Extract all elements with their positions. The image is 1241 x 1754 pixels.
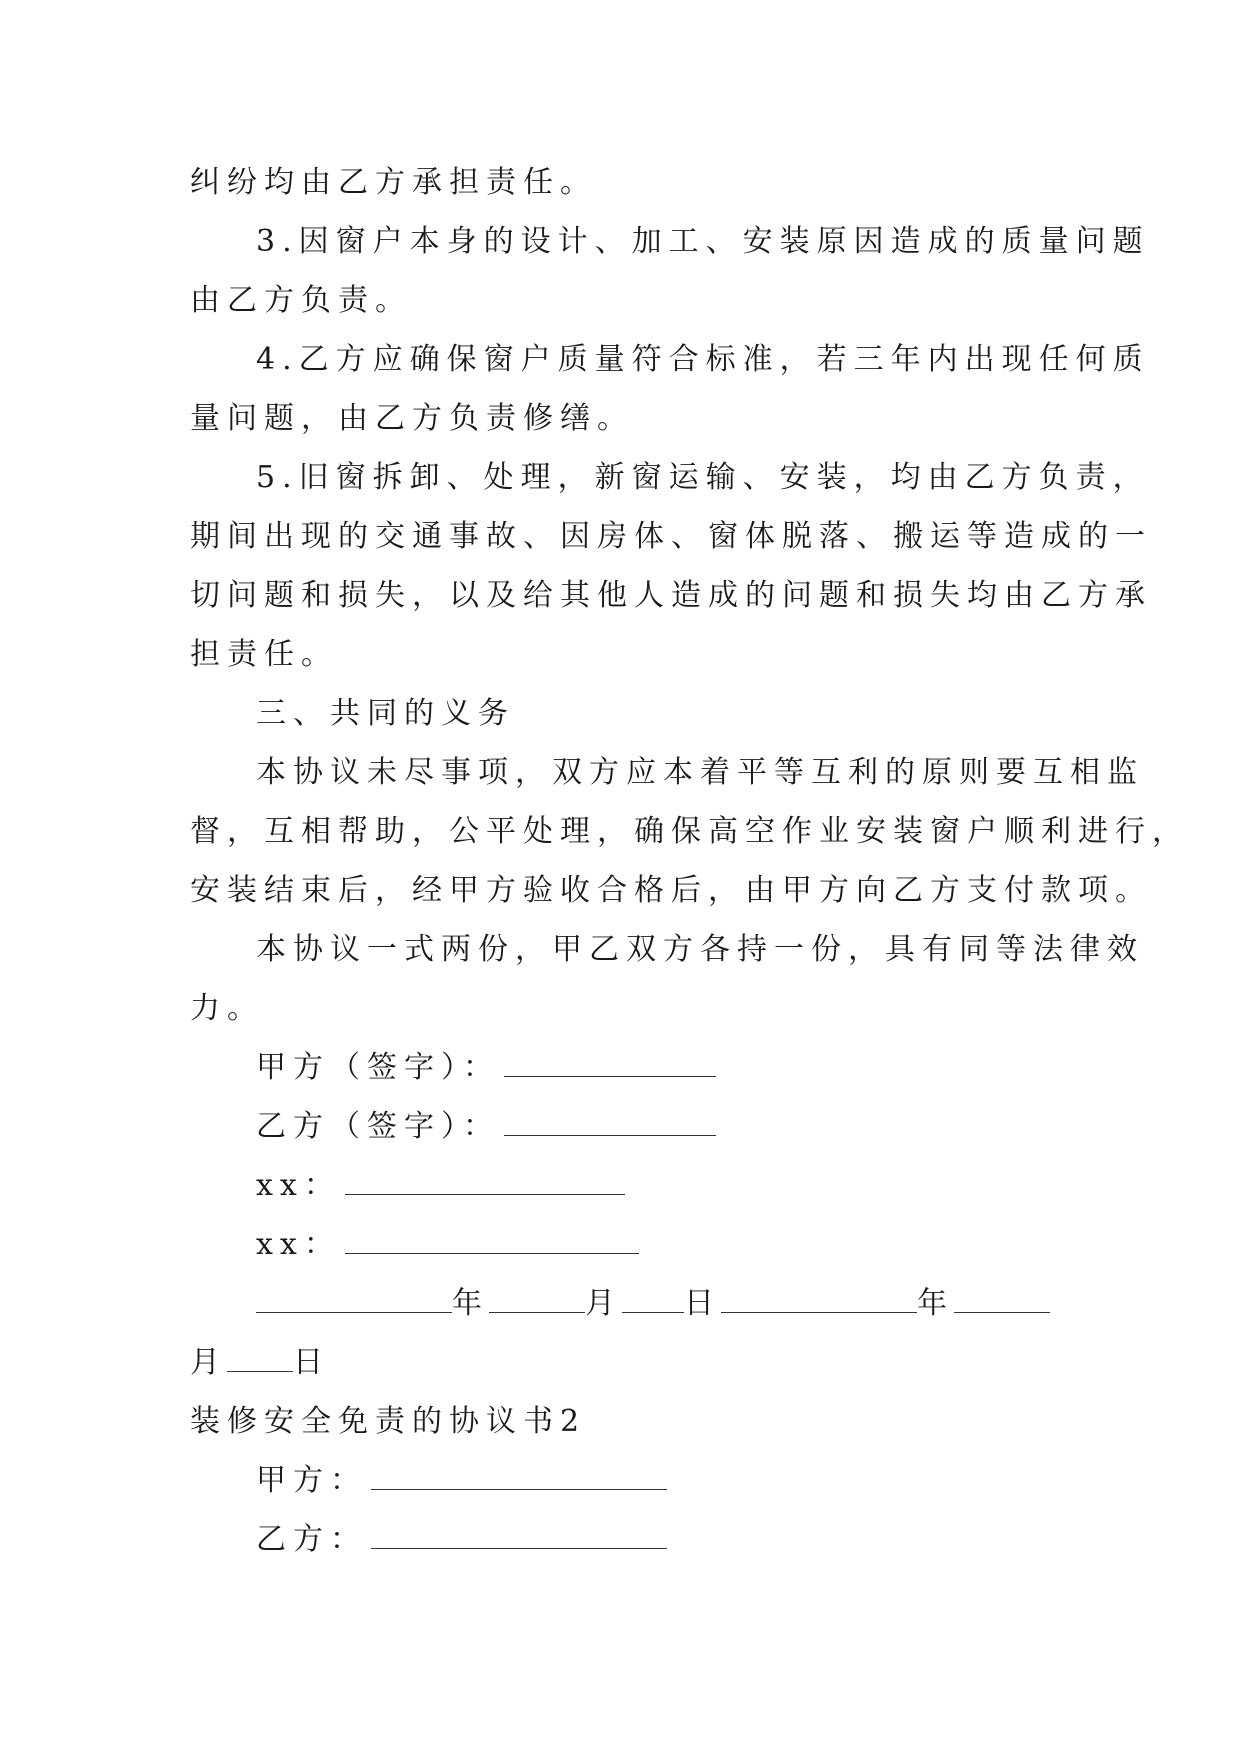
party-b-signature-row	[256, 1107, 1136, 1147]
paragraph-line: 量问题，由乙方负责修缮。	[190, 401, 634, 436]
second-party-b-row	[256, 1520, 1136, 1560]
paragraph-line: 4.乙方应确保窗户质量符合标准，若三年内出现任何质	[256, 342, 1150, 377]
date-row-continued	[190, 1343, 1070, 1383]
party-b-signature-blank[interactable]	[504, 1107, 716, 1136]
paragraph-line: 力。	[190, 991, 264, 1026]
second-party-a-row	[256, 1461, 1136, 1501]
date-row	[256, 1284, 1136, 1324]
party-a-signature-row	[256, 1048, 1136, 1088]
second-document-title: 装修安全免责的协议书2	[190, 1404, 587, 1439]
second-party-b-blank[interactable]	[371, 1520, 667, 1549]
section-heading: 三、共同的义务	[256, 696, 515, 731]
paragraph-line: 安装结束后，经甲方验收合格后，由甲方向乙方支付款项。	[190, 873, 1152, 908]
xx-row-2	[256, 1225, 1136, 1265]
xx-label-2: xx：	[256, 1227, 341, 1262]
paragraph-line: 期间出现的交通事故、因房体、窗体脱落、搬运等造成的一	[190, 519, 1152, 554]
day-blank-2[interactable]	[227, 1343, 293, 1372]
month-label-1: 月	[585, 1286, 622, 1321]
month-blank-1[interactable]	[489, 1284, 585, 1313]
paragraph-line: 由乙方负责。	[190, 283, 412, 318]
day-label-1: 日	[684, 1286, 721, 1321]
party-b-signature-label: 乙方（签字）：	[256, 1109, 500, 1144]
paragraph-line: 5.旧窗拆卸、处理，新窗运输、安装，均由乙方负责，	[256, 460, 1150, 495]
party-a-signature-blank[interactable]	[504, 1048, 716, 1077]
paragraph-line: 担责任。	[190, 637, 338, 672]
month-label-2: 月	[190, 1345, 227, 1380]
xx-blank-2[interactable]	[345, 1225, 639, 1254]
second-party-b-label: 乙方：	[256, 1522, 367, 1557]
second-party-a-label: 甲方：	[256, 1463, 367, 1498]
year-label-2: 年	[917, 1286, 954, 1321]
second-party-a-blank[interactable]	[371, 1461, 667, 1490]
paragraph-line: 3.因窗户本身的设计、加工、安装原因造成的质量问题	[256, 224, 1150, 259]
day-blank-1[interactable]	[622, 1284, 684, 1313]
paragraph-line: 督，互相帮助，公平处理，确保高空作业安装窗户顺利进行，	[190, 814, 1189, 849]
xx-row-1	[256, 1166, 1136, 1206]
paragraph-line: 本协议一式两份，甲乙双方各持一份，具有同等法律效	[256, 932, 1144, 967]
year-blank-1[interactable]	[256, 1284, 452, 1313]
year-label-1: 年	[452, 1286, 489, 1321]
paragraph-line: 纠纷均由乙方承担责任。	[190, 165, 597, 200]
xx-label-1: xx：	[256, 1168, 341, 1203]
xx-blank-1[interactable]	[345, 1166, 625, 1195]
year-blank-2[interactable]	[721, 1284, 917, 1313]
paragraph-line: 本协议未尽事项，双方应本着平等互利的原则要互相监	[256, 755, 1144, 790]
month-blank-2[interactable]	[954, 1284, 1050, 1313]
party-a-signature-label: 甲方（签字）：	[256, 1050, 500, 1085]
day-label-2: 日	[293, 1345, 330, 1380]
paragraph-line: 切问题和损失，以及给其他人造成的问题和损失均由乙方承	[190, 578, 1152, 613]
